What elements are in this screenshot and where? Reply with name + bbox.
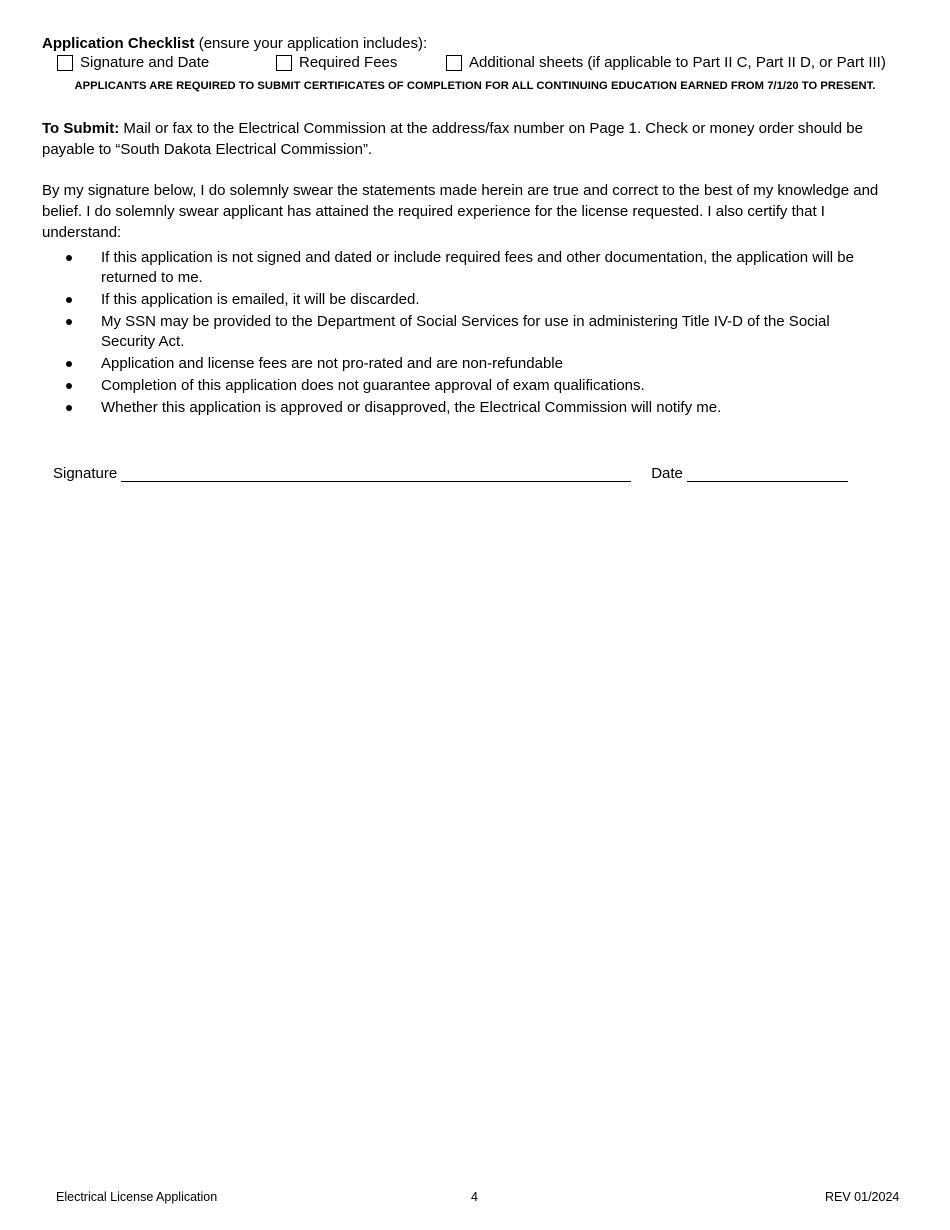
required-fees-checkbox[interactable] <box>276 55 292 71</box>
checklist-item-label: Signature and Date <box>80 54 210 71</box>
checklist-item-label: Additional sheets (if applicable to Part II C, Part II D, or Part III) <box>469 54 886 71</box>
submit-instructions <box>42 118 902 160</box>
continuing-education-notice: APPLICANTS ARE REQUIRED TO SUBMIT CERTIFICATES OF COMPLETION FOR ALL CONTINUING EDUCATION EARNED FROM 7/1/20 TO PRESENT. <box>74 80 876 92</box>
bullet-icon <box>66 319 72 325</box>
footer-document-title: Electrical License Application <box>56 1190 218 1204</box>
checklist-item-required-fees[interactable] <box>276 54 397 71</box>
list-item: Application and license fees are not pro-rated and are non-refundable <box>42 354 902 374</box>
date-label: Date <box>651 465 683 482</box>
signature-label: Signature <box>53 465 118 482</box>
oath-paragraph: By my signature below, I do solemnly swear the statements made herein are true and correct to the best of my knowledge and belief. I do solemnly swear applicant has attained the required experience for the license requested. I also certify that I understand: <box>42 182 879 241</box>
list-item: My SSN may be provided to the Department of Social Services for use in administering Title IV-D of the Social Security Act. <box>42 312 902 352</box>
date-field[interactable] <box>687 467 848 482</box>
bullet-icon <box>66 255 72 261</box>
footer-page-number: 4 <box>471 1190 478 1204</box>
checklist-heading <box>42 34 427 54</box>
signature-row <box>53 465 848 482</box>
signature-field[interactable] <box>121 467 631 482</box>
certification-list <box>42 248 902 420</box>
checklist-row <box>57 54 917 76</box>
checklist-heading-rest: (ensure your application includes): <box>194 35 428 52</box>
additional-sheets-checkbox[interactable] <box>446 55 462 71</box>
checklist-item-additional-sheets[interactable] <box>446 54 886 71</box>
submit-text: Mail or fax to the Electrical Commission at the address/fax number on Page 1. Check or money order should be payable to “South Dakota Electrical Commission”. <box>42 120 863 158</box>
checklist-item-label: Required Fees <box>299 54 398 71</box>
checklist-heading-bold: Application Checklist <box>42 35 195 52</box>
signature-date-checkbox[interactable] <box>57 55 73 71</box>
footer-revision: REV 01/2024 <box>825 1190 900 1204</box>
list-item: If this application is emailed, it will be discarded. <box>42 290 902 310</box>
list-item: Completion of this application does not guarantee approval of exam qualifications. <box>42 376 902 396</box>
submit-label: To Submit: <box>42 120 120 137</box>
list-item: If this application is not signed and dated or include required fees and other documentation, the application will be returned to me. <box>42 248 902 288</box>
list-item: Whether this application is approved or disapproved, the Electrical Commission will notify me. <box>42 398 902 418</box>
bullet-icon <box>66 297 72 303</box>
checklist-item-signature-date[interactable] <box>57 54 209 71</box>
bullet-icon <box>66 383 72 389</box>
bullet-icon <box>66 405 72 411</box>
bullet-icon <box>66 361 72 367</box>
